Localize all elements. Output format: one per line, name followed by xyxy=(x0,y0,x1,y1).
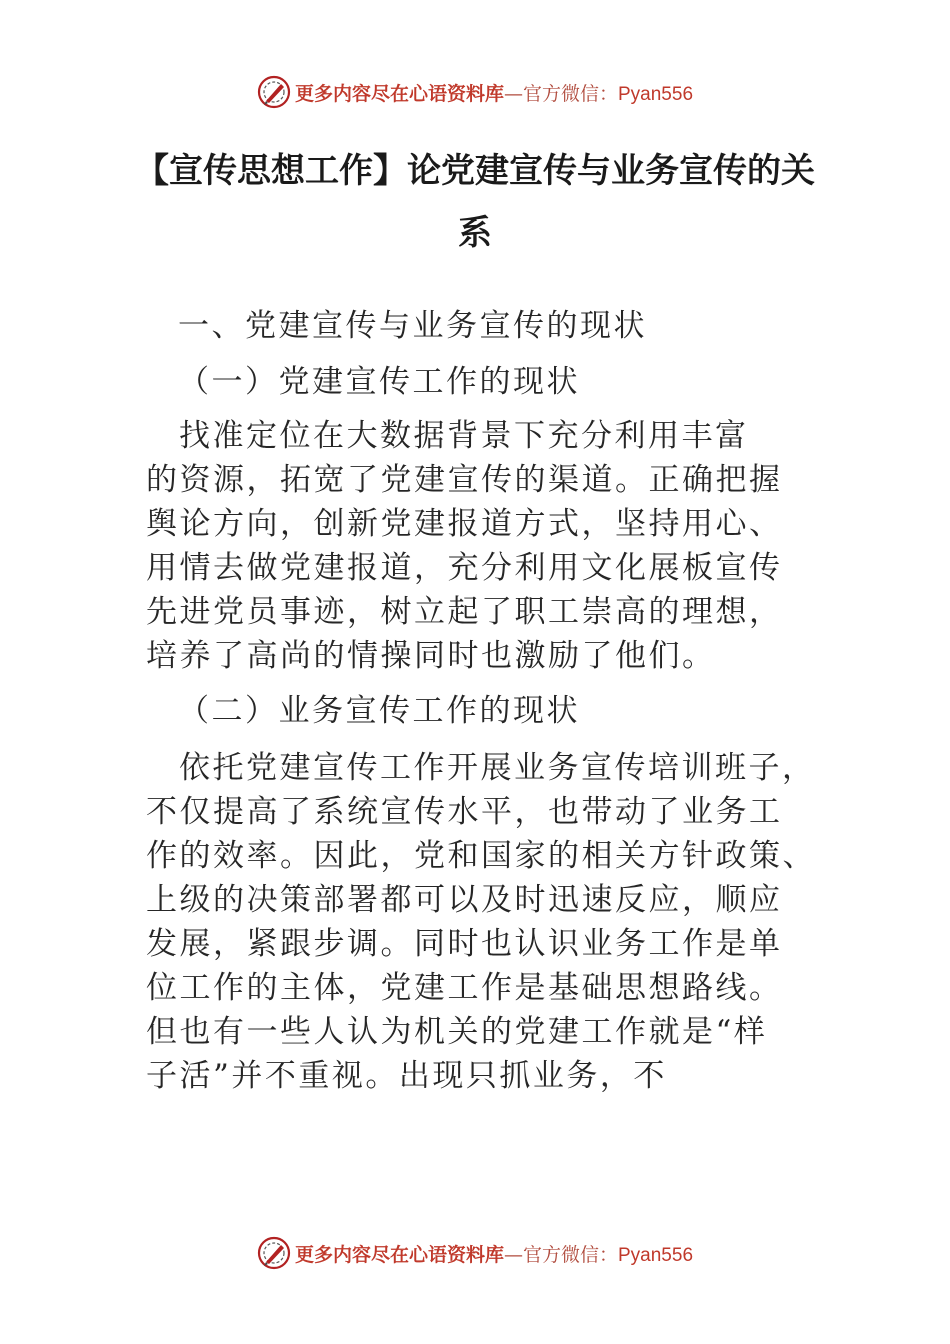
paragraph-line: 培养了高尚的情操同时也激励了他们。 xyxy=(146,638,716,674)
header-banner xyxy=(0,72,950,112)
banner-text xyxy=(295,1240,693,1267)
paragraph-2 xyxy=(146,746,836,1098)
banner-wechat-id: Pyan556 xyxy=(618,1244,694,1266)
banner-site-name: 更多内容尽在心语资料库 xyxy=(294,82,504,105)
paragraph-line: 但也有一些人认为机关的党建工作就是“样 xyxy=(146,1014,768,1050)
pen-logo-icon xyxy=(257,1236,291,1270)
paragraph-line: 上级的决策部署都可以及时迅速反应，顺应 xyxy=(146,882,783,918)
paragraph-line: 位工作的主体，党建工作是基础思想路线。 xyxy=(146,970,783,1006)
paragraph-line: 发展，紧跟步调。同时也认识业务工作是单 xyxy=(146,926,783,962)
paragraph-line: 先进党员事迹，树立起了职工崇高的理想， xyxy=(146,594,783,630)
pen-logo-icon xyxy=(257,75,291,109)
document-title xyxy=(120,140,830,264)
banner-wechat-id: Pyan556 xyxy=(618,83,694,105)
paragraph-line: 舆论方向，创新党建报道方式，坚持用心、 xyxy=(146,506,783,542)
paragraph-line: 子活”并不重视。出现只抓业务，不 xyxy=(146,1058,667,1094)
paragraph-line: 依托党建宣传工作开展业务宣传培训班子， xyxy=(179,750,816,786)
paragraph-1 xyxy=(146,414,836,678)
paragraph-line: 不仅提高了系统宣传水平，也带动了业务工 xyxy=(146,794,783,830)
heading-line: 一、党建宣传与业务宣传的现状 xyxy=(178,308,647,344)
footer-banner xyxy=(0,1233,950,1273)
subsection-heading-1 xyxy=(146,360,836,404)
paragraph-line: 用情去做党建报道，充分利用文化展板宣传 xyxy=(146,550,783,586)
paragraph-line: 作的效率。因此，党和国家的相关方针政策、 xyxy=(146,838,816,874)
heading-line: （二）业务宣传工作的现状 xyxy=(178,693,580,729)
paragraph-line: 的资源，拓宽了党建宣传的渠道。正确把握 xyxy=(146,462,783,498)
banner-wechat-label: —官方微信： xyxy=(503,82,618,105)
subsection-heading-2 xyxy=(146,689,836,733)
banner-wechat-label: —官方微信： xyxy=(503,1243,618,1266)
banner-text xyxy=(295,79,693,106)
banner-site-name: 更多内容尽在心语资料库 xyxy=(294,1243,504,1266)
paragraph-line: 找准定位在大数据背景下充分利用丰富 xyxy=(179,418,749,454)
section-heading xyxy=(146,304,836,348)
title-line-2: 系 xyxy=(458,213,492,253)
heading-line: （一）党建宣传工作的现状 xyxy=(178,364,580,400)
title-line-1: 【宣传思想工作】论党建宣传与业务宣传的关 xyxy=(135,151,815,191)
